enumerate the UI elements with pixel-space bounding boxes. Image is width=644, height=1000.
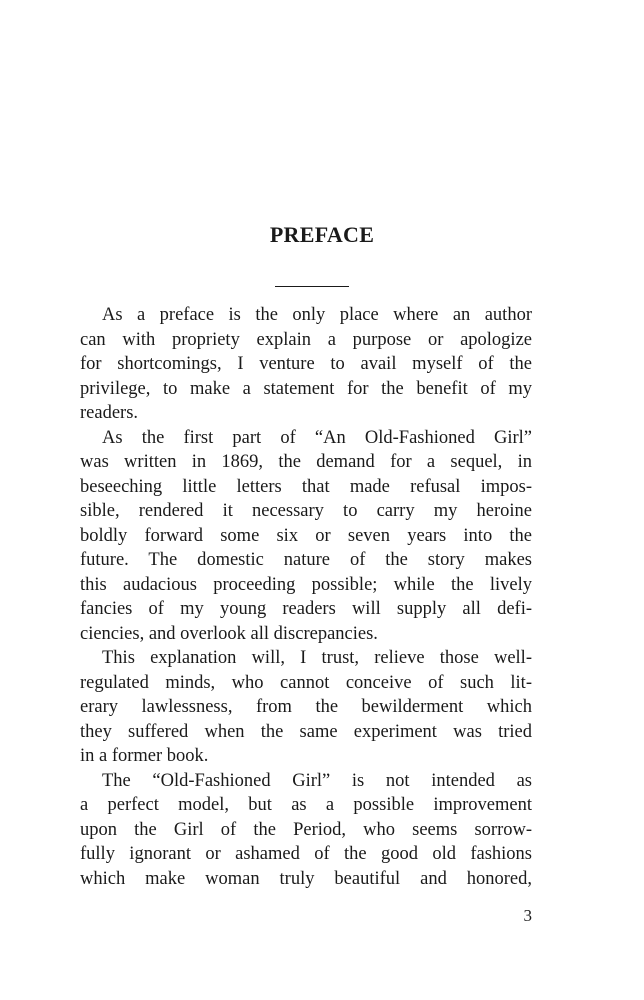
text-line: they suffered when the same experiment was tried: [80, 721, 532, 742]
text-line: in a former book.: [80, 746, 209, 766]
text-line: fancies of my young readers will supply all defi-: [80, 599, 532, 619]
text-line: beseeching little letters that made refusal impos-: [80, 476, 532, 497]
preface-body: [80, 303, 532, 891]
text-line: This explanation will, I trust, relieve those well-: [102, 648, 532, 668]
text-line: sible, rendered it necessary to carry my heroine: [80, 501, 532, 521]
text-line: for shortcomings, I venture to avail myself of the: [80, 354, 532, 374]
text-line: fully ignorant or ashamed of the good old fashions: [80, 844, 532, 864]
text-line: can with propriety explain a purpose or apologize: [80, 329, 532, 350]
text-line: a perfect model, but as a possible improvement: [80, 795, 532, 815]
page-number: 3: [523, 906, 532, 925]
text-line: privilege, to make a statement for the benefit of my: [80, 378, 532, 399]
text-line: regulated minds, who cannot conceive of such lit-: [80, 672, 532, 693]
text-line: which make woman truly beautiful and honored,: [80, 868, 532, 889]
text-line: readers.: [80, 403, 139, 423]
title-divider: [275, 286, 349, 287]
text-line: future. The domestic nature of the story makes: [80, 550, 532, 570]
text-line: As a preface is the only place where an author: [102, 305, 532, 325]
text-line: ciencies, and overlook all discrepancies.: [80, 623, 378, 644]
text-line: this audacious proceeding possible; while the lively: [80, 574, 532, 595]
text-line: erary lawlessness, from the bewilderment which: [80, 697, 532, 717]
page-title: PREFACE: [269, 222, 375, 247]
text-line: was written in 1869, the demand for a sequel, in: [80, 452, 532, 472]
text-line: boldly forward some six or seven years into the: [80, 525, 532, 546]
text-line: upon the Girl of the Period, who seems sorrow-: [80, 819, 532, 840]
text-line: The “Old-Fashioned Girl” is not intended as: [102, 770, 532, 791]
text-line: As the first part of “An Old-Fashioned Girl”: [102, 427, 532, 448]
